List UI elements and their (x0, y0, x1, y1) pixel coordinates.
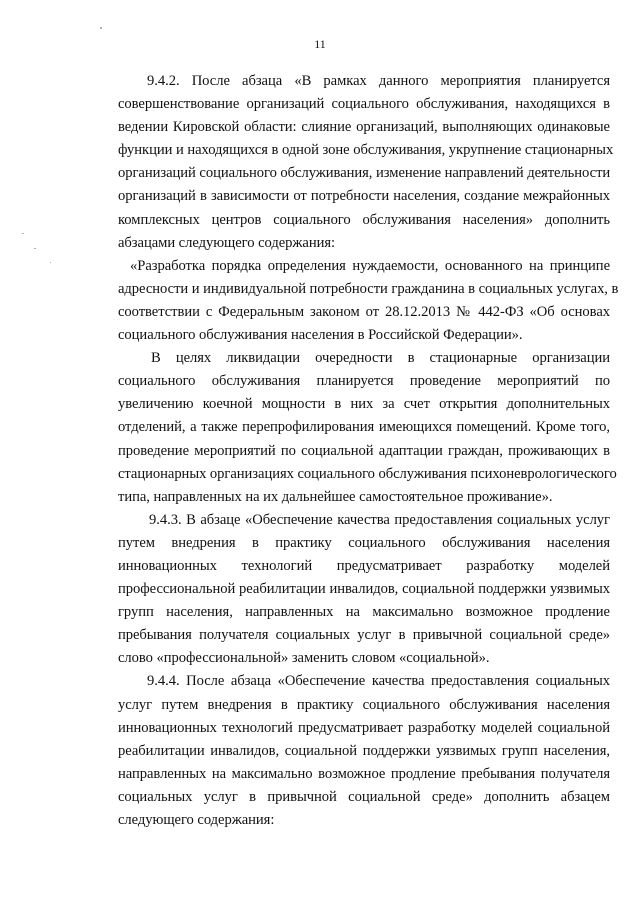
text-line: отделений, а также перепрофилирования имеющихся помещений. Кроме того, (118, 419, 610, 436)
text-line: услуг путем внедрения в практику социального обслуживания населения (118, 696, 610, 713)
text-line: стационарных организациях социального обслуживания психоневрологического (118, 465, 617, 482)
text-line: слово «профессиональной» заменить словом «социальной». (118, 650, 490, 667)
text-line: 9.4.3. В абзаце «Обеспечение качества предоставления социальных услуг (149, 511, 610, 528)
text-line: направленных на максимально возможное продление пребывания получателя (118, 765, 610, 782)
text-line: соответствии с Федеральным законом от 28.12.2013 № 442-ФЗ «Об основах (118, 303, 610, 320)
text-line: инновационных технологий предусматривает разработку моделей (118, 557, 610, 574)
paragraph-needs-assessment (118, 255, 619, 347)
paragraph-9-4-2 (118, 70, 614, 255)
text-line: реабилитации инвалидов, социальной поддержки уязвимых групп населения, (118, 742, 610, 759)
text-line: типа, направленных на их дальнейшее самостоятельное проживание». (118, 488, 553, 505)
text-line: профессиональной реабилитации инвалидов, социальной поддержки уязвимых (118, 581, 610, 598)
paragraph-9-4-4 (118, 670, 610, 832)
page-number: 11 (314, 37, 326, 51)
scan-speck (50, 262, 51, 263)
text-line: социальных услуг в привычной социальной среде» дополнить абзацем (118, 788, 610, 805)
text-line: социального обслуживания населения в Российской Федерации». (118, 327, 523, 344)
text-line: организаций социального обслуживания, изменение направлений деятельности (118, 165, 611, 182)
scan-speck (22, 233, 24, 234)
scan-speck (100, 27, 102, 29)
text-line: инновационных технологий предусматривает разработку моделей социальной (118, 719, 610, 736)
text-line: В целях ликвидации очередности в стационарные организации (151, 350, 610, 367)
text-line: совершенствование организаций социального обслуживания, находящихся в (118, 96, 610, 113)
text-line: групп населения, направленных на максимально возможное продление (118, 604, 610, 621)
text-line: 9.4.2. После абзаца «В рамках данного мероприятия планируется (147, 73, 610, 89)
text-line: функции и находящихся в одной зоне обслуживания, укрупнение стационарных (118, 142, 614, 159)
paragraph-queue-elimination (118, 347, 617, 509)
text-line: организаций в зависимости от потребности населения, создание межрайонных (118, 188, 610, 205)
text-line: ведении Кировской области: слияние организаций, выполняющих одинаковые (118, 119, 610, 136)
text-line: 9.4.4. После абзаца «Обеспечение качества предоставления социальных (147, 673, 610, 690)
text-line: увеличению коечной мощности в них за счет открытия дополнительных (118, 396, 610, 413)
text-line: путем внедрения в практику социального обслуживания населения (118, 534, 610, 551)
text-line: комплексных центров социального обслуживания населения» дополнить (118, 211, 610, 228)
text-line: пребывания получателя социальных услуг в привычной социальной среде» (118, 627, 610, 644)
text-line: социального обслуживания планируется проведение мероприятий по (118, 373, 610, 390)
paragraph-9-4-3 (118, 509, 610, 671)
document-body (118, 70, 619, 832)
text-line: следующего содержания: (118, 812, 275, 828)
text-line: адресности и индивидуальной потребности гражданина в социальных услугах, в (118, 280, 619, 297)
scan-speck (34, 248, 36, 249)
text-line: «Разработка порядка определения нуждаемости, основанного на принципе (130, 257, 610, 274)
text-line: проведение мероприятий по социальной адаптации граждан, проживающих в (118, 442, 610, 459)
text-line: абзацами следующего содержания: (118, 234, 336, 251)
